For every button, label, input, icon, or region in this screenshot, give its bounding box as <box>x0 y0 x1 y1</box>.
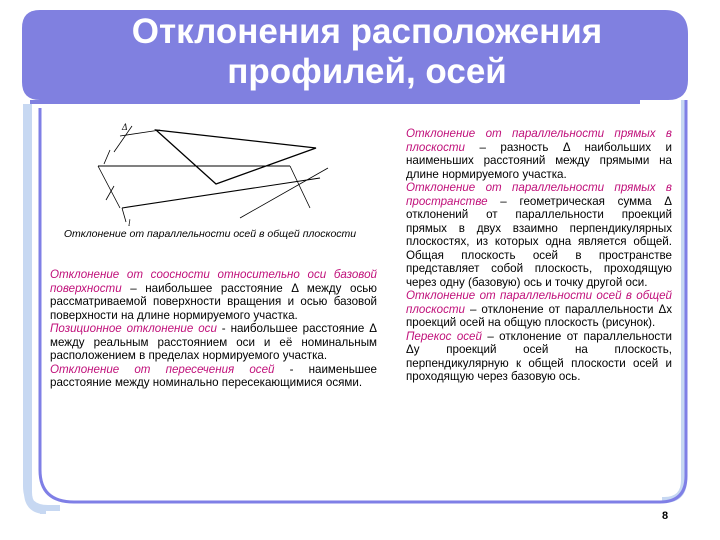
right-text-block <box>406 127 672 384</box>
term-intersection: Отклонение от пересечения осей <box>50 362 275 376</box>
parallelism-figure <box>60 110 360 228</box>
text-coaxiality: – наибольшее расстояние Δ между осью рассматриваемой поверхности вращения и осью базовой поверхности на длине нормируемого участка. <box>50 281 377 322</box>
term-parallel-space: Отклонение от параллельности прямых в пространстве <box>406 181 672 208</box>
text-positional: - наибольшее расстояние Δ между реальным расстоянием оси и её номинальным расположением в пределах нормируемого участка. <box>50 322 377 362</box>
construction-line-3 <box>290 166 310 208</box>
left-text-block <box>50 268 377 390</box>
right-paragraph-4 <box>406 330 672 384</box>
term-parallel-plane: Отклонение от параллельности прямых в плоскости <box>406 127 672 154</box>
axis-extension <box>122 208 126 222</box>
content-frame-light <box>28 104 46 510</box>
term-skew: Перекос осей <box>406 329 482 343</box>
right-paragraph-3 <box>406 289 672 330</box>
right-paragraph-1 <box>406 127 672 181</box>
left-paragraph-2 <box>50 322 377 363</box>
text-intersection: - наименьшее расстояние между номинально пересекающимися осями. <box>50 362 377 389</box>
left-paragraph-1 <box>50 268 377 322</box>
text-parallel-axes: – отклонение от параллельности Δx проекций осей на общую плоскость (рисунок). <box>406 302 672 329</box>
title-line-2: профилей, осей <box>227 52 507 91</box>
text-skew: – отклонение от параллельности Δy проекций осей на плоскость, перпендикулярную к общей плоскости осей и проходящую через базовую ось. <box>406 329 673 383</box>
figure-caption: Отклонение от параллельности осей в общей плоскости <box>63 228 357 240</box>
term-coaxiality: Отклонение от соосности относительно оси базовой поверхности <box>50 268 377 295</box>
term-positional: Позиционное отклонение оси <box>50 322 217 335</box>
slide-title <box>72 12 662 92</box>
text-parallel-space: – геометрическая сумма Δ отклонений от параллельности проекций прямых в двух взаимно перпендикулярных плоскостях, из которых одна является общей. Общая плоскость осей в пространстве представляет собой плоскость, проходящую через одну (базовую) ось и точку другой оси. <box>406 194 672 289</box>
construction-line-1 <box>98 166 120 208</box>
text-parallel-plane: – разность Δ наибольших и наименьших расстояний между прямыми на длине нормируемого участка. <box>406 140 672 181</box>
term-parallel-axes: Отклонение от параллельности осей в общей плоскости <box>406 289 672 316</box>
page-number: 8 <box>662 510 669 522</box>
figure-label-delta: Δ <box>122 122 128 132</box>
dimension-line-length <box>240 168 328 218</box>
figure-label-l: l <box>128 218 131 228</box>
triangle-shape <box>156 130 316 184</box>
right-paragraph-2 <box>406 181 672 289</box>
dimension-tick-1 <box>104 150 110 164</box>
left-paragraph-3 <box>50 363 377 390</box>
title-line-1: Отклонения расположения <box>131 12 603 51</box>
